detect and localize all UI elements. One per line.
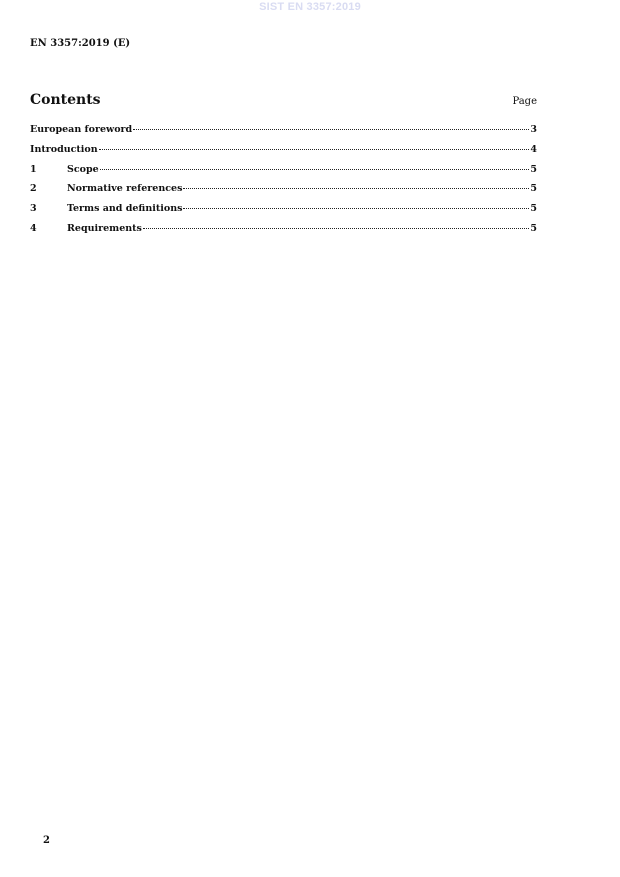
toc-entry-title: Normative references <box>67 183 183 195</box>
toc-entry-title: Scope <box>67 163 99 175</box>
toc-leader-dots <box>100 169 530 170</box>
toc-entry-european-foreword[interactable] <box>30 124 537 144</box>
toc-entry-number: 3 <box>30 203 37 215</box>
page-column-label: Page <box>512 96 537 107</box>
toc-entry-page: 5 <box>530 183 537 195</box>
toc-leader-dots <box>133 129 529 130</box>
toc-entry-title: European foreword <box>30 124 133 135</box>
toc-entry-page: 4 <box>530 143 537 155</box>
toc-entry-introduction[interactable] <box>30 144 537 164</box>
toc-entry-number: 2 <box>30 183 37 195</box>
toc-entry-title: Requirements <box>67 222 142 234</box>
toc-entry-page: 5 <box>530 222 537 234</box>
watermark: SIST EN 3357:2019 <box>259 1 361 13</box>
toc-entry-page: 3 <box>530 124 537 135</box>
toc-entry-normative-references[interactable] <box>30 183 537 203</box>
page-number: 2 <box>43 835 50 846</box>
toc-entry-title: Introduction <box>30 143 98 155</box>
document-id: EN 3357:2019 (E) <box>30 38 131 49</box>
toc-entry-terms-and-definitions[interactable] <box>30 203 537 223</box>
table-of-contents <box>30 124 537 243</box>
toc-leader-dots <box>183 208 529 209</box>
toc-entry-page: 5 <box>530 203 537 215</box>
contents-heading: Contents <box>30 92 101 108</box>
toc-entry-number: 1 <box>30 163 37 175</box>
toc-leader-dots <box>183 188 529 189</box>
toc-entry-number: 4 <box>30 222 37 234</box>
toc-entry-title: Terms and definitions <box>67 203 183 215</box>
toc-entry-scope[interactable] <box>30 164 537 184</box>
toc-entry-requirements[interactable] <box>30 223 537 243</box>
toc-leader-dots <box>99 149 530 150</box>
toc-leader-dots <box>143 228 529 229</box>
toc-entry-page: 5 <box>530 163 537 175</box>
